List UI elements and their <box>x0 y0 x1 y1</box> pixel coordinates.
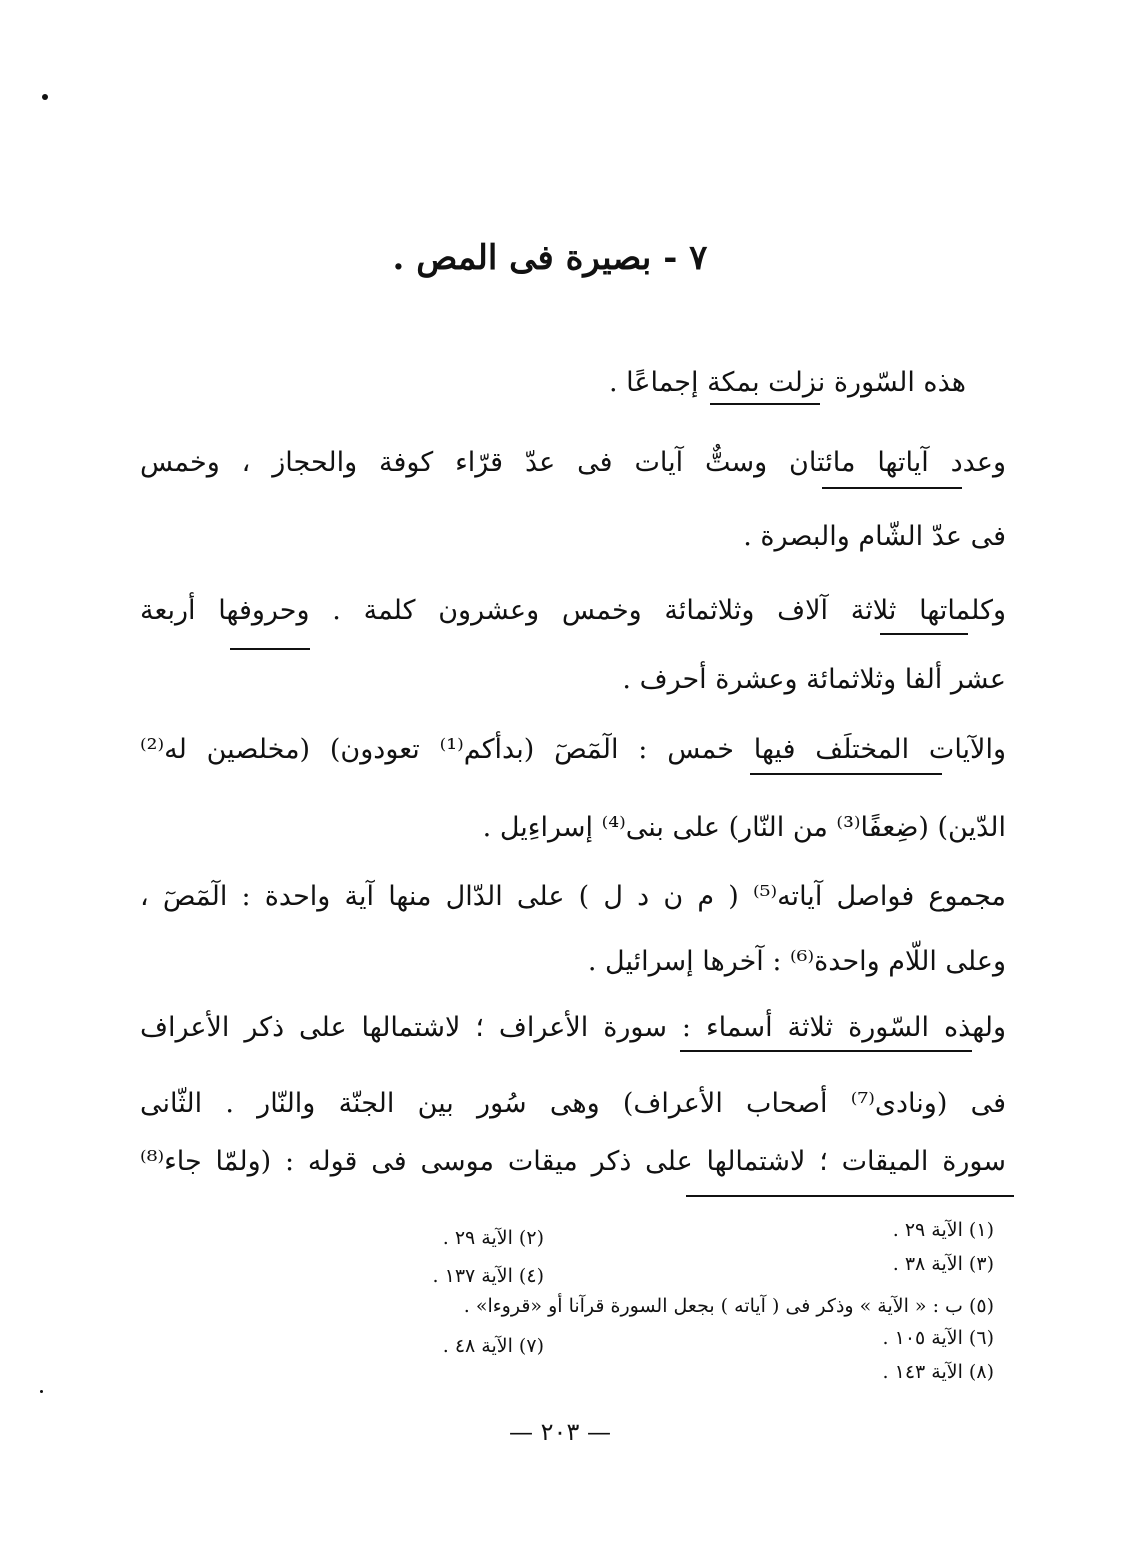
paragraph-line: والآيات المختلَف فيها خمس : الٓمٓصٓ (بدأكم⁽¹⁾ تعودون) (مخلصين له⁽²⁾ <box>140 734 1006 765</box>
page-number: — ٢٠٣ — <box>509 1418 611 1446</box>
underline-mark <box>880 633 968 635</box>
footnote: (١) الآية ٢٩ . <box>892 1219 994 1241</box>
paragraph-line: ولهذه السّورة ثلاثة أسماء : سورة الأعراف ؛ لاشتمالها على ذكر الأعراف <box>140 1012 1006 1043</box>
footnote: (٥) ب : « الآية » وذكر فى ( آياته ) بجعل السورة قرآنا أو «قروءا» . <box>463 1295 994 1317</box>
footnote-separator <box>686 1195 1014 1197</box>
paragraph-line: وعدد آياتها مائتان وستٌّ آيات فى عدّ قرّاء كوفة والحجاز ، وخمس <box>140 447 1006 478</box>
paragraph-line: سورة الميقات ؛ لاشتمالها على ذكر ميقات موسى فى قوله : (ولمّا جاء⁽⁸⁾ <box>140 1146 1006 1177</box>
paragraph-line: عشر ألفا وثلاثمائة وعشرة أحرف . <box>622 664 1006 695</box>
footnote: (٧) الآية ٤٨ . <box>442 1335 544 1357</box>
underline-mark <box>822 487 962 489</box>
footnote: (٤) الآية ١٣٧ . <box>432 1265 544 1287</box>
footnote: (٦) الآية ١٠٥ . <box>882 1327 994 1349</box>
footnote: (٣) الآية ٣٨ . <box>892 1253 994 1275</box>
scan-speck <box>40 1390 43 1393</box>
scan-speck <box>42 94 48 100</box>
underline-mark <box>230 648 310 650</box>
underline-mark <box>750 773 942 775</box>
underline-mark <box>680 1050 972 1052</box>
paragraph-line: مجموع فواصل آياته⁽⁵⁾ ( م ن د ل ) على الدّال منها آية واحدة : الٓمٓصٓ ، <box>140 881 1006 912</box>
paragraph-line: فى عدّ الشّام والبصرة . <box>743 521 1006 552</box>
page-title: ٧ - بصيرة فى المص . <box>392 238 708 278</box>
paragraph-line: فى (ونادى⁽⁷⁾ أصحاب الأعراف) وهى سُور بين الجنّة والنّار . الثّانى <box>140 1088 1006 1119</box>
footnote: (٨) الآية ١٤٣ . <box>882 1361 994 1383</box>
footnote: (٢) الآية ٢٩ . <box>442 1227 544 1249</box>
underline-mark <box>710 403 820 405</box>
paragraph-line: هذه السّورة نزلت بمكة إجماعًا . <box>608 367 966 398</box>
paragraph-line: وكلماتها ثلاثة آلاف وثلاثمائة وخمس وعشرون كلمة . وحروفها أربعة <box>140 595 1006 626</box>
paragraph-line: وعلى اللّام واحدة⁽⁶⁾ : آخرها إسرائيل . <box>587 946 1006 977</box>
paragraph-line: الدّين) (ضِعفًا⁽³⁾ من النّار) على بنى⁽⁴⁾ إسراءِيل . <box>482 812 1006 843</box>
